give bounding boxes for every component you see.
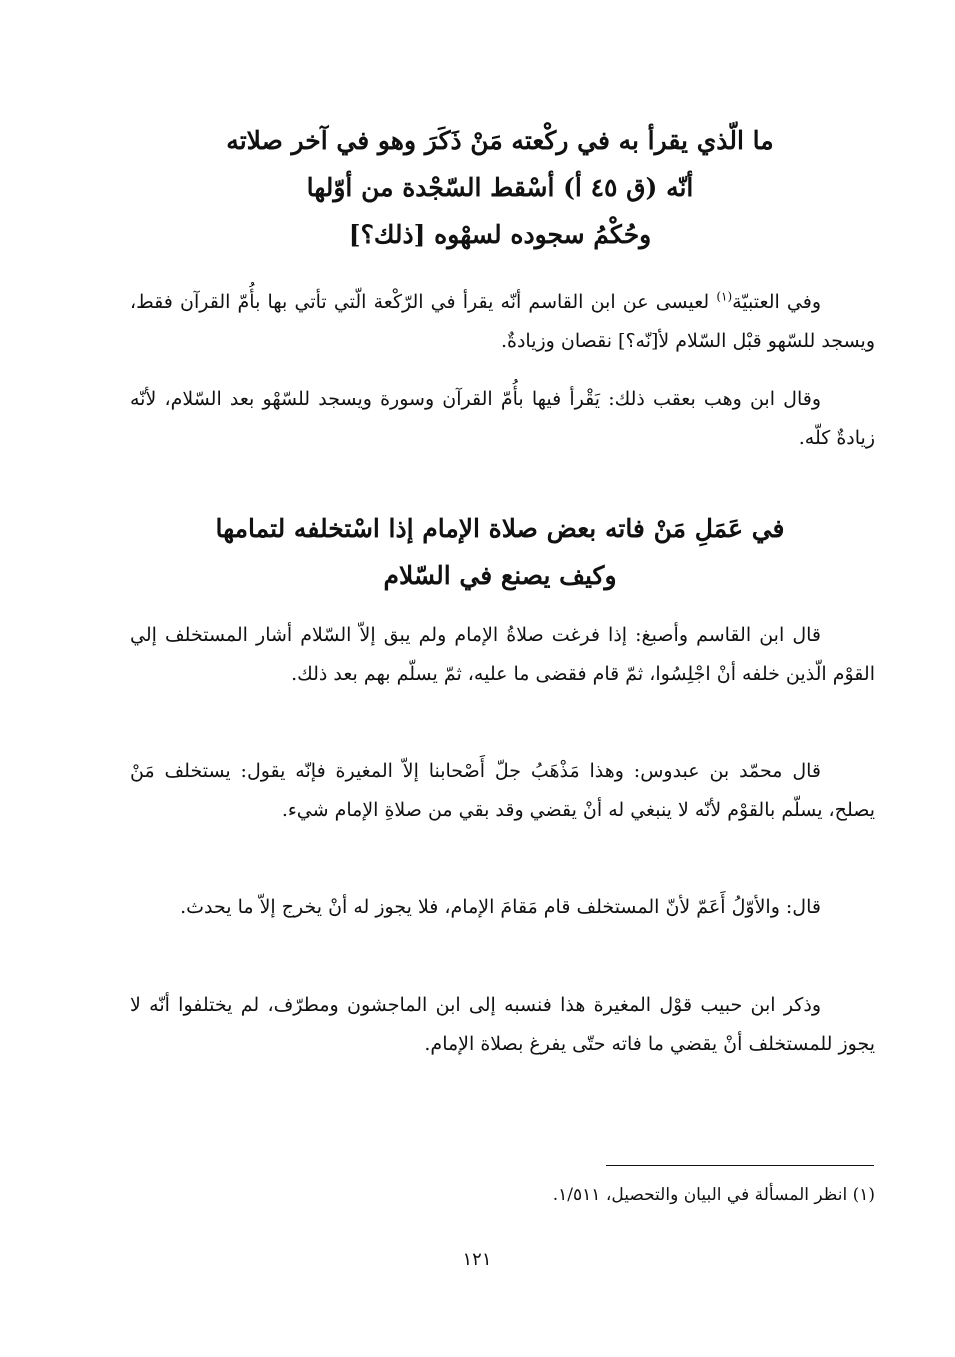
heading-2-line-1: في عَمَلِ مَنْ فاته بعض صلاة الإمام إذا اسْتخلفه لتمامها: [215, 514, 785, 543]
heading-2-line-2: وكيف يصنع في السّلام: [383, 561, 617, 590]
footnote-reference-mark: (١): [716, 289, 733, 304]
section-heading-2: [150, 505, 850, 599]
page-number: ١٢١: [462, 1249, 492, 1270]
paragraph-2: [130, 380, 875, 458]
heading-1-line-3: وحُكْمُ سجوده لسهْوه [ذلك؟]: [348, 220, 652, 249]
footnote: (١) انظر المسألة في البيان والتحصيل، ١/٥١١.: [552, 1185, 875, 1205]
paragraph-3-text: قال ابن القاسم وأصبغ: إذا فرغت صلاةُ الإمام ولم يبق إلاّ السّلام أشار المستخلف إلي القوْم الّذين خلفه أنْ اجْلِسُوا، ثمّ قام فقضى ما عليه، ثمّ يسلّم بهم بعد ذلك.: [130, 624, 875, 685]
paragraph-1-start: وفي العتبيّة: [732, 291, 821, 313]
section-heading-1: [150, 117, 850, 258]
paragraph-3: [130, 616, 875, 694]
paragraph-1: [130, 283, 875, 361]
paragraph-4: [130, 752, 875, 830]
paragraph-5: [130, 888, 875, 927]
heading-1-line-1: ما الّذي يقرأ به في ركْعته مَنْ ذَكَرَ وهو في آخر صلاته: [226, 126, 774, 155]
paragraph-4-text: قال محمّد بن عبدوس: وهذا مَذْهَبُ جلّ أَصْحابنا إلاّ المغيرة فإنّه يقول: يستخلف مَنْ يصلح، يسلّم بالقوْم لأنّه لا ينبغي له أنْ يقضي وقد بقي من صلاةِ الإمام شيء.: [130, 760, 875, 821]
paragraph-1-rest: لعيسى عن ابن القاسم أنّه يقرأ في الرّكْعة الّتي تأتي بها بأُمّ القرآن فقط، ويسجد للسّهو قبْل السّلام لأ[نّه؟] نقصان وزيادةٌ.: [130, 291, 875, 352]
paragraph-2-text: وقال ابن وهب بعقب ذلك: يَقْرأ فيها بأُمّ القرآن وسورة ويسجد للسّهْو بعد السّلام، لأنّه زيادةٌ كلّه.: [130, 388, 875, 449]
footnote-separator: [606, 1165, 874, 1166]
paragraph-6-text: وذكر ابن حبيب قوْل المغيرة هذا فنسبه إلى ابن الماجشون ومطرّف، لم يختلفوا أنّه لا يجوز للمستخلف أنْ يقضي ما فاته حتّى يفرغ بصلاة الإمام.: [130, 994, 875, 1055]
paragraph-6: [130, 986, 875, 1064]
heading-1-line-2: أنّه (ق ٤٥ أ) أسْقط السّجْدة من أوّلها: [306, 173, 694, 202]
paragraph-5-text: قال: والأوّلُ أَعَمّ لأنّ المستخلف قام مَقامَ الإمام، فلا يجوز له أنْ يخرج إلاّ ما يحدث.: [180, 896, 821, 918]
